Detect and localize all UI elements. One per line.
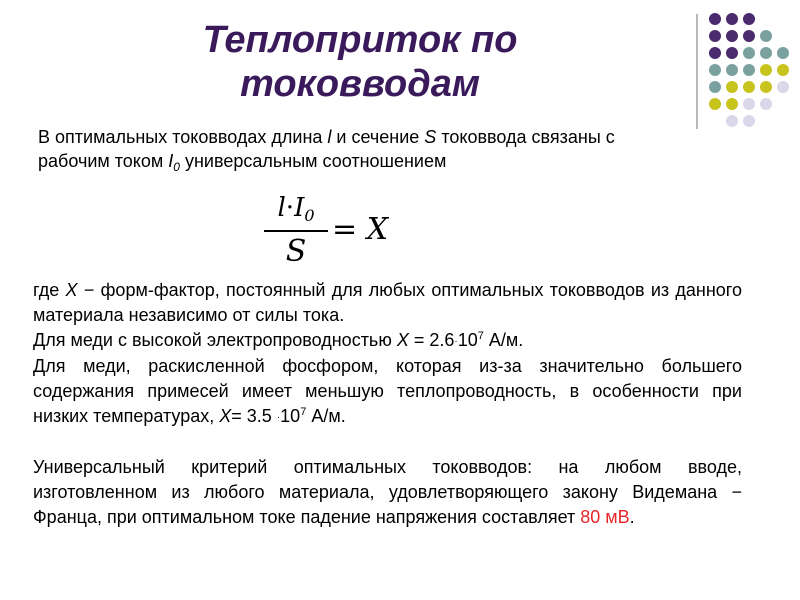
intro-paragraph — [38, 125, 678, 173]
paragraph-copper — [33, 328, 742, 354]
decor-dot — [726, 81, 738, 93]
var-I: I — [168, 151, 174, 171]
decor-dot — [743, 115, 755, 127]
body-text — [33, 278, 742, 530]
formula-var-I: I — [294, 193, 305, 223]
decor-dot — [726, 98, 738, 110]
intro-text: токоввода связаны с рабочим током — [38, 127, 615, 171]
decor-dot — [777, 64, 789, 76]
var-X: X — [219, 406, 232, 426]
paragraph-formfactor — [33, 278, 742, 328]
decor-dot — [760, 81, 772, 93]
decor-dot — [726, 115, 738, 127]
multiply-dot: · — [454, 336, 458, 347]
decor-dot — [709, 47, 721, 59]
power-base: 10 — [280, 406, 301, 426]
decor-divider — [696, 14, 698, 129]
text-span: Для меди с высокой электропроводностью — [33, 330, 397, 350]
value-text: = 3.5 — [231, 406, 277, 426]
intro-text: В оптимальных токовводах длина — [38, 127, 328, 147]
value-text: = 2.6 — [408, 330, 455, 350]
paragraph-criterion — [33, 455, 742, 530]
var-S: S — [424, 127, 437, 147]
formula-subscript: 0 — [304, 206, 315, 225]
intro-text: универсальным соотношением — [179, 151, 447, 171]
power-base: 10 — [457, 330, 478, 350]
decor-dot — [760, 47, 772, 59]
paragraph-gap — [33, 430, 742, 455]
text-span: Универсальный критерий оптимальных токовводов: на любом вводе, изготовленном из любого материала, удовлетворяющего закону Видемана − Франца, при оптимальном токе падение напряжения составляет — [33, 457, 742, 527]
formula-dot: · — [285, 193, 295, 223]
decor-dot — [743, 98, 755, 110]
formula-var-l: l — [277, 193, 286, 223]
decor-dot — [743, 81, 755, 93]
decor-dot — [726, 64, 738, 76]
highlight-value: 80 мВ — [580, 507, 630, 527]
decor-dot — [777, 47, 789, 59]
decor-dot — [709, 81, 721, 93]
decor-dot — [743, 47, 755, 59]
formula-denominator: S — [285, 234, 307, 269]
var-I-subscript: 0 — [173, 160, 180, 174]
intro-text: и сечение — [331, 127, 425, 147]
decor-dot — [760, 64, 772, 76]
decor-dot — [709, 13, 721, 25]
var-X: X — [396, 330, 409, 350]
fraction-bar — [264, 230, 328, 232]
paragraph-phosphor-copper — [33, 354, 742, 430]
var-X: X — [65, 280, 78, 300]
decor-dot — [709, 64, 721, 76]
formula-var-X: X — [366, 212, 389, 247]
decor-dot — [743, 64, 755, 76]
multiply-dot: · — [276, 412, 281, 423]
formula — [262, 193, 402, 275]
decor-dot — [743, 13, 755, 25]
unit-text: А/м. — [306, 406, 346, 426]
text-span: Для меди, раскисленной фосфором, которая из-за значительно большего содержания примесей имеет меньшую теплопроводность, в особенности при низких температурах, — [33, 356, 742, 426]
decor-dot — [709, 98, 721, 110]
text-span: − форм-фактор, постоянный для любых оптимальных токовводов из данного материала независимо от силы тока. — [33, 280, 742, 325]
decor-dot — [760, 30, 772, 42]
formula-numerator — [262, 193, 330, 223]
var-l: l — [327, 127, 332, 147]
decor-dot — [760, 98, 772, 110]
power-exponent: 7 — [477, 330, 484, 342]
unit-text: А/м. — [483, 330, 524, 350]
text-span: где — [33, 280, 66, 300]
decor-dot — [726, 30, 738, 42]
decor-dot — [726, 47, 738, 59]
decor-dot — [709, 30, 721, 42]
decor-dot — [777, 81, 789, 93]
decor-dot — [726, 13, 738, 25]
slide-title: Теплоприток по токовводам — [202, 19, 518, 105]
text-span: . — [629, 507, 635, 527]
decor-dot — [743, 30, 755, 42]
formula-rhs — [332, 213, 388, 247]
power-exponent: 7 — [300, 406, 307, 418]
formula-equals: = — [332, 212, 358, 247]
